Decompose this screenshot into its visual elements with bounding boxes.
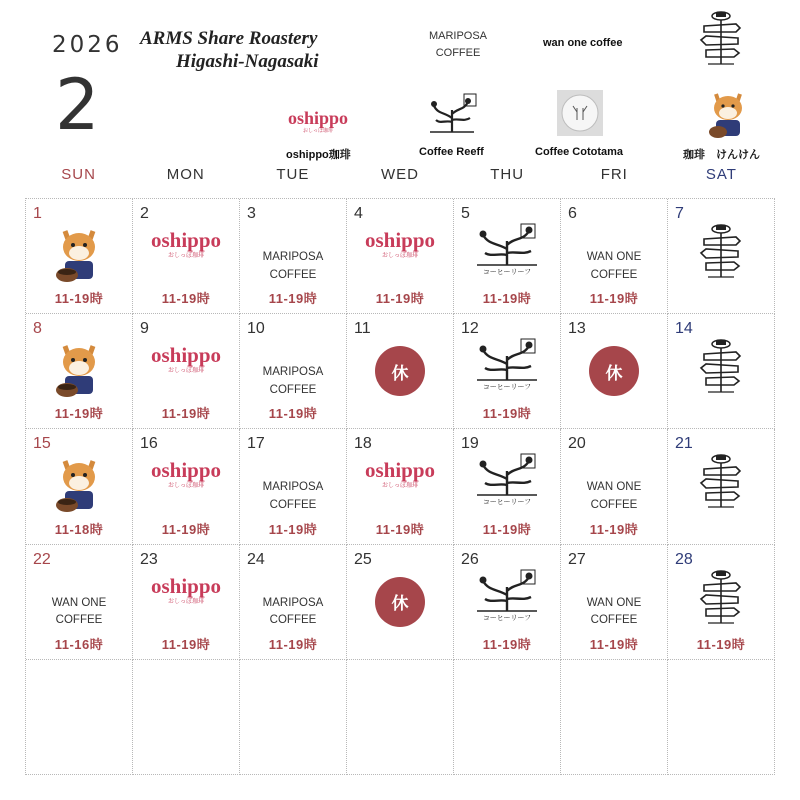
calendar-day-12 — [454, 314, 561, 429]
brand-title — [140, 28, 319, 74]
opening-hours: 11-18時 — [54, 521, 104, 537]
calendar-day-22 — [26, 545, 133, 660]
opening-hours: 11-19時 — [589, 636, 639, 652]
calendar-day-15 — [26, 429, 133, 544]
opening-hours: 11-19時 — [696, 636, 746, 652]
reeff-logo — [467, 338, 547, 395]
calendar-day-6 — [561, 199, 668, 314]
calendar-day-26 — [454, 545, 561, 660]
svg-text:おしっぽ珈琲: おしっぽ珈琲 — [167, 482, 205, 490]
month-number: 2 — [55, 64, 100, 146]
day-number: 18 — [354, 435, 372, 453]
opening-hours: 11-19時 — [589, 521, 639, 537]
closed-badge: 休 — [375, 577, 425, 627]
day-number: 12 — [461, 320, 479, 338]
calendar-day-19 — [454, 429, 561, 544]
svg-text:oshippo: oshippo — [150, 458, 222, 483]
day-number: 20 — [568, 435, 586, 453]
cafe-signpost-logo — [696, 10, 746, 71]
calendar-day-21 — [668, 429, 775, 544]
svg-text:oshippo: oshippo — [150, 343, 222, 368]
calendar-day-16 — [133, 429, 240, 544]
weekday-wed: WED — [380, 166, 419, 183]
cafe-logo — [696, 569, 746, 630]
day-number: 2 — [140, 205, 149, 222]
calendar-day-3 — [240, 199, 347, 314]
svg-text:oshippo: oshippo — [287, 108, 349, 128]
svg-text:おしっぽ珈琲: おしっぽ珈琲 — [167, 252, 205, 259]
oshippo-logo — [146, 569, 226, 612]
calendar-empty-cell — [561, 660, 668, 775]
kenken-logo — [51, 453, 107, 520]
day-number: 4 — [354, 205, 363, 222]
svg-text:おしっぽ珈琲: おしっぽ珈琲 — [167, 597, 205, 605]
opening-hours: 11-19時 — [161, 636, 211, 652]
reeff-tree-logo — [424, 92, 480, 143]
wanone-shop-name: WAN ONE COFFEE — [51, 596, 107, 627]
calendar-day-2 — [133, 199, 240, 314]
day-number: 10 — [247, 320, 265, 338]
closed-badge: 休 — [375, 346, 425, 396]
svg-text:コーヒーリーフ: コーヒーリーフ — [482, 498, 532, 506]
calendar-day-9 — [133, 314, 240, 429]
calendar-day-11 — [347, 314, 454, 429]
day-number: 3 — [247, 205, 256, 222]
day-number: 6 — [568, 205, 577, 222]
oshippo-logo — [146, 223, 226, 266]
opening-hours: 11-19時 — [268, 406, 318, 422]
wanone-shop-name: WAN ONE COFFEE — [586, 481, 642, 512]
calendar-empty-cell — [454, 660, 561, 775]
cafe-logo — [696, 453, 746, 514]
weekday-header-row — [25, 166, 775, 188]
calendar-day-18 — [347, 429, 454, 544]
opening-hours: 11-19時 — [54, 291, 104, 307]
legend-mariposa: MARIPOSA COFFEE — [428, 30, 488, 59]
wanone-shop-name: WAN ONE COFFEE — [586, 596, 642, 627]
opening-hours: 11-19時 — [589, 291, 639, 307]
svg-text:おしっぽ珈琲: おしっぽ珈琲 — [167, 367, 205, 375]
legend-cototama: Coffee Cototama — [535, 146, 624, 158]
calendar-day-5 — [454, 199, 561, 314]
day-number: 23 — [140, 550, 158, 568]
opening-hours: 11-19時 — [482, 406, 532, 422]
day-number: 5 — [461, 205, 470, 222]
kenken-logo — [51, 338, 107, 405]
opening-hours: 11-19時 — [375, 521, 425, 537]
calendar-day-23 — [133, 545, 240, 660]
svg-text:コーヒーリーフ: コーヒーリーフ — [482, 613, 532, 621]
weekday-mon: MON — [166, 166, 205, 183]
day-number: 7 — [675, 205, 684, 222]
svg-text:oshippo: oshippo — [150, 573, 222, 598]
legend-oshippo: oshippo珈琲 — [286, 149, 351, 161]
calendar-empty-cell — [240, 660, 347, 775]
opening-hours: 11-16時 — [54, 636, 104, 652]
weekday-thu: THU — [490, 166, 525, 183]
svg-text:おしっぽ珈琲: おしっぽ珈琲 — [381, 482, 419, 490]
calendar-day-24 — [240, 545, 347, 660]
svg-text:oshippo: oshippo — [364, 228, 436, 252]
opening-hours: 11-19時 — [268, 636, 318, 652]
calendar-day-27 — [561, 545, 668, 660]
weekday-tue: TUE — [276, 166, 310, 183]
legend-wanone: wan one coffee — [543, 37, 623, 49]
day-number: 13 — [568, 320, 586, 338]
reeff-logo — [467, 569, 547, 626]
mariposa-shop-name: MARIPOSA COFFEE — [262, 596, 324, 627]
mariposa-shop-name: MARIPOSA COFFEE — [262, 366, 324, 396]
day-number: 17 — [247, 435, 265, 453]
calendar-day-17 — [240, 429, 347, 544]
day-number: 15 — [33, 435, 51, 453]
calendar-empty-cell — [26, 660, 133, 775]
oshippo-logo — [146, 338, 226, 381]
opening-hours: 11-19時 — [268, 291, 318, 307]
calendar-grid — [25, 198, 775, 775]
wanone-shop-name: WAN ONE COFFEE — [586, 251, 642, 281]
calendar-day-14 — [668, 314, 775, 429]
opening-hours: 11-19時 — [482, 521, 532, 537]
brand-line-1: ARMS Share Roastery — [140, 28, 318, 49]
svg-text:oshippo: oshippo — [150, 228, 222, 252]
brand-line-2: Higashi-Nagasaki — [176, 50, 319, 72]
svg-text:コーヒーリーフ: コーヒーリーフ — [482, 383, 532, 391]
opening-hours: 11-19時 — [161, 521, 211, 537]
day-number: 25 — [354, 550, 372, 568]
calendar-day-4 — [347, 199, 454, 314]
calendar-day-7 — [668, 199, 775, 314]
oshippo-logo — [283, 98, 353, 139]
day-number: 16 — [140, 435, 158, 453]
opening-hours: 11-19時 — [268, 521, 318, 537]
day-number: 26 — [461, 550, 479, 568]
oshippo-logo — [360, 223, 440, 266]
calendar-day-13 — [561, 314, 668, 429]
closed-badge: 休 — [589, 346, 639, 396]
mariposa-shop-name: MARIPOSA COFFEE — [262, 251, 324, 281]
day-number: 14 — [675, 320, 693, 338]
day-number: 8 — [33, 320, 42, 338]
oshippo-logo — [146, 453, 226, 496]
opening-hours: 11-19時 — [54, 406, 104, 422]
svg-text:oshippo: oshippo — [364, 458, 436, 483]
day-number: 22 — [33, 550, 51, 568]
day-number: 1 — [33, 205, 42, 222]
calendar-day-1 — [26, 199, 133, 314]
year-label: 2026 — [52, 32, 123, 58]
kenken-shiba-logo — [704, 86, 752, 145]
cafe-logo — [696, 223, 746, 284]
day-number: 27 — [568, 550, 586, 568]
reeff-logo — [467, 223, 547, 280]
day-number: 24 — [247, 550, 265, 568]
calendar-empty-cell — [347, 660, 454, 775]
svg-text:おしっぽ珈琲: おしっぽ珈琲 — [381, 252, 419, 259]
legend-kenken: 珈琲 けんけん — [683, 149, 760, 161]
calendar-day-10 — [240, 314, 347, 429]
day-number: 28 — [675, 550, 693, 568]
opening-hours: 11-19時 — [482, 636, 532, 652]
opening-hours: 11-19時 — [375, 291, 425, 307]
weekday-fri: FRI — [600, 166, 628, 183]
calendar-empty-cell — [668, 660, 775, 775]
opening-hours: 11-19時 — [161, 406, 211, 422]
svg-text:おしっぽ珈琲: おしっぽ珈琲 — [302, 128, 334, 134]
legend-reeff: Coffee Reeff — [419, 146, 484, 158]
calendar-day-8 — [26, 314, 133, 429]
day-number: 11 — [354, 320, 371, 338]
weekday-sun: SUN — [61, 166, 96, 183]
calendar-day-25 — [347, 545, 454, 660]
cafe-logo — [696, 338, 746, 399]
mariposa-shop-name: MARIPOSA COFFEE — [262, 481, 324, 512]
kenken-logo — [51, 223, 107, 290]
day-number: 9 — [140, 320, 149, 338]
day-number: 19 — [461, 435, 479, 453]
weekday-sat: SAT — [705, 166, 737, 183]
calendar-day-20 — [561, 429, 668, 544]
calendar-empty-cell — [133, 660, 240, 775]
opening-hours: 11-19時 — [161, 291, 211, 307]
oshippo-logo — [360, 453, 440, 496]
reeff-logo — [467, 453, 547, 510]
cototama-logo — [557, 90, 603, 141]
opening-hours: 11-19時 — [482, 291, 532, 307]
day-number: 21 — [675, 435, 693, 453]
svg-text:コーヒーリーフ: コーヒーリーフ — [482, 268, 532, 275]
calendar-day-28 — [668, 545, 775, 660]
